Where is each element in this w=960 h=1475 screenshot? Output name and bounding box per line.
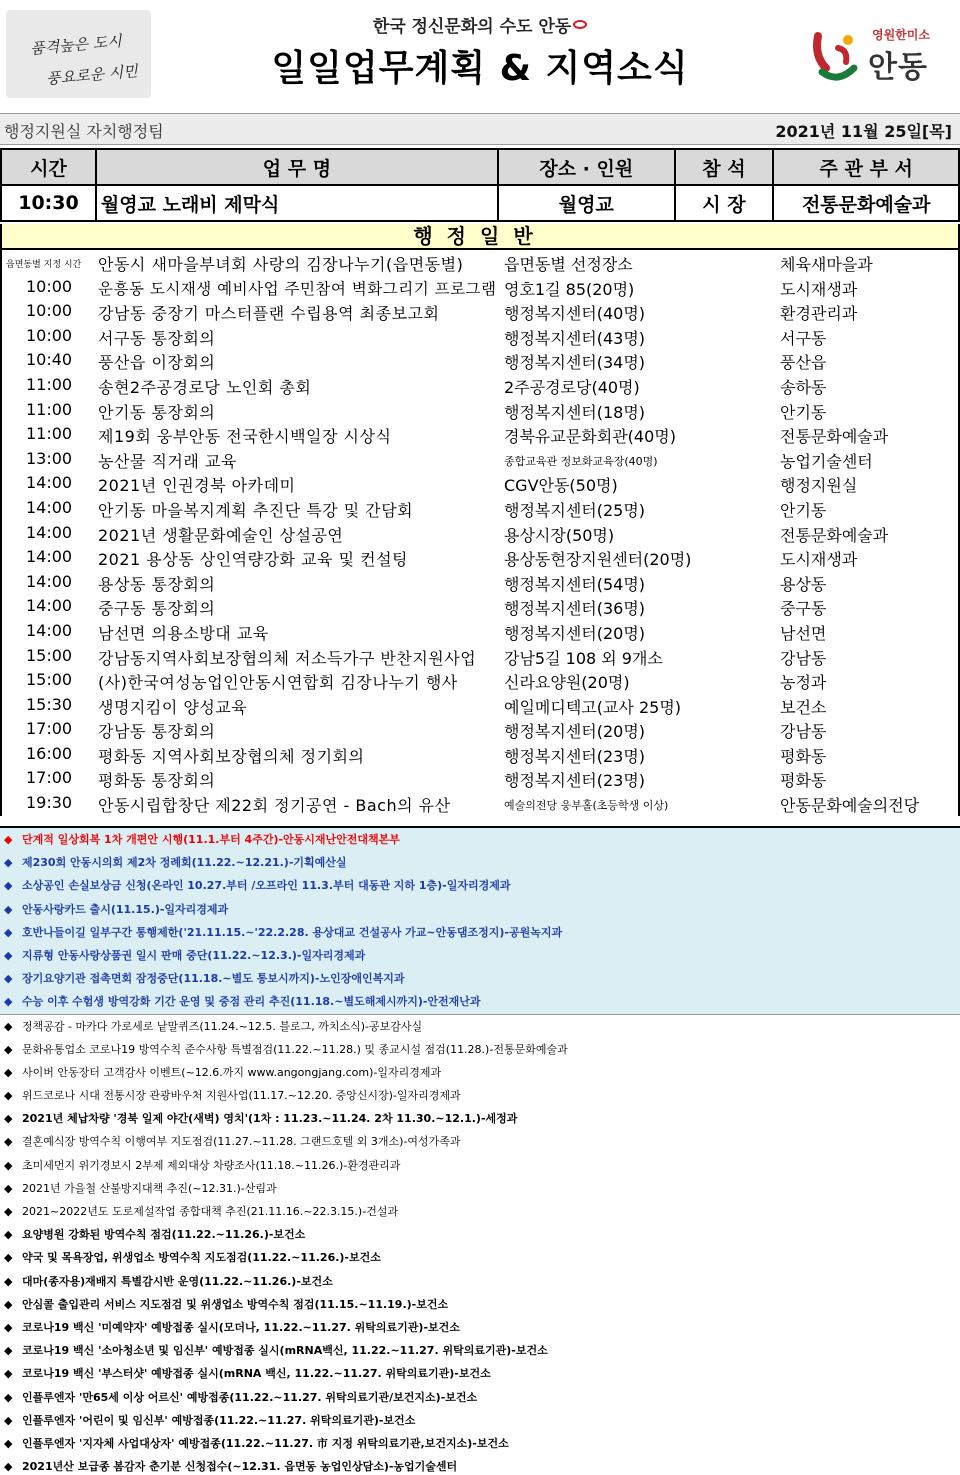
schedule-dept: 평화동 <box>780 771 827 791</box>
section-title: 행정일반 <box>0 224 960 250</box>
schedule-dept: 농업기술센터 <box>780 451 873 471</box>
notice-text: 초미세먼지 위기경보시 2부제 제외대상 차량조사(11.18.~11.26.)-환경관리과 <box>22 1158 401 1172</box>
schedule-place: 경북유교문화회관(40명) <box>504 427 676 447</box>
schedule-time: 14:00 <box>26 571 73 591</box>
diamond-bullet-icon: ◆ <box>4 1367 13 1381</box>
notice-text: 문화유통업소 코로나19 방역수칙 준수사항 특별점검(11.22.~11.28.) 및 종교시설 점검(11.28.)-전통문화예술과 <box>22 1042 568 1056</box>
diamond-bullet-icon: ◆ <box>4 925 13 939</box>
schedule-place: 행정복지센터(23명) <box>504 746 646 766</box>
page-title: 일일업무계획 & 지역소식 <box>271 48 689 89</box>
row-attend: 시 장 <box>675 185 774 221</box>
highlight-notice <box>0 828 960 851</box>
diamond-bullet-icon: ◆ <box>4 1344 13 1358</box>
highlight-notice <box>0 921 960 944</box>
schedule-dept: 도시재생과 <box>780 279 858 299</box>
notice-item <box>0 1084 960 1107</box>
schedule-place: 행정복지센터(36명) <box>504 599 646 619</box>
schedule-row <box>2 644 958 669</box>
notice-text: 인플루엔자 '어린이 및 임신부' 예방접종(11.22.~11.27. 위탁의료기관)-보건소 <box>22 1413 416 1427</box>
notice-item <box>0 1038 960 1061</box>
diamond-bullet-icon: ◆ <box>4 1274 13 1288</box>
schedule-place: 행정복지센터(18명) <box>504 402 646 422</box>
schedule-row <box>2 545 958 570</box>
notice-text: 약국 및 목욕장업, 위생업소 방역수칙 지도점검(11.22.~11.26.)-보건소 <box>22 1251 381 1265</box>
schedule-row <box>2 398 958 423</box>
schedule-dept: 농정과 <box>780 673 827 693</box>
diamond-bullet-icon: ◆ <box>4 995 13 1009</box>
brand-city: 안동 <box>868 50 928 85</box>
notice-text: 장기요양기관 접촉면회 잠정중단(11.18.~별도 통보시까지)-노인장애인복지과 <box>22 972 405 986</box>
table-row <box>1 185 959 221</box>
notice-text: 안심콜 출입관리 서비스 지도점검 및 위생업소 방역수칙 점검(11.15.~11.19.)-보건소 <box>22 1297 449 1311</box>
schedule-time: 14:00 <box>26 473 73 493</box>
schedule-name: 평화동 통장회의 <box>98 771 216 791</box>
schedule-row <box>2 471 958 496</box>
schedule-time: 17:00 <box>26 768 73 788</box>
schedule-time: 15:00 <box>26 670 73 690</box>
notice-text: 제230회 안동시의회 제2차 정례회(11.22.~12.21.)-기획예산실 <box>22 856 347 870</box>
schedule-name: 농산물 직거래 교육 <box>98 451 237 471</box>
schedule-name: 2021년 생활문화예술인 상설공연 <box>98 525 344 545</box>
notice-item <box>0 1316 960 1339</box>
schedule-place: 용상시장(50명) <box>504 525 615 545</box>
schedule-place: 행정복지센터(25명) <box>504 500 646 520</box>
header-place: 장소 · 인원 <box>498 149 675 185</box>
schedule-time: 14:00 <box>26 547 73 567</box>
schedule-name: 남선면 의용소방대 교육 <box>98 623 269 643</box>
schedule-dept: 행정지원실 <box>780 476 858 496</box>
header-attend: 참 석 <box>675 149 774 185</box>
schedule-name: 중구동 통장회의 <box>98 599 216 619</box>
schedule-time: 10:00 <box>26 276 73 296</box>
schedule-row <box>2 521 958 546</box>
diamond-bullet-icon: ◆ <box>4 1065 13 1079</box>
header-dept: 주 관 부 서 <box>773 149 959 185</box>
schedule-time: 15:30 <box>26 694 73 714</box>
highlight-notice <box>0 898 960 921</box>
header-name: 업 무 명 <box>96 149 498 185</box>
schedule-row <box>2 250 958 275</box>
schedule-time: 13:00 <box>26 448 73 468</box>
diamond-bullet-icon: ◆ <box>4 948 13 962</box>
schedule-row <box>2 496 958 521</box>
schedule-dept: 강남동 <box>780 722 827 742</box>
page-header <box>0 0 960 112</box>
highlight-notice <box>0 851 960 874</box>
schedule-dept: 전통문화예술과 <box>780 427 889 447</box>
notice-text: 코로나19 백신 '소아청소년 및 임신부' 예방접종 실시(mRNA백신, 11.22.~11.27. 위탁의료기관)-보건소 <box>22 1344 548 1358</box>
schedule-time: 14:00 <box>26 596 73 616</box>
schedule-dept: 안기동 <box>780 500 827 520</box>
diamond-bullet-icon: ◆ <box>4 1158 13 1172</box>
diamond-bullet-icon: ◆ <box>4 1251 13 1265</box>
schedule-place: 행정복지센터(54명) <box>504 574 646 594</box>
highlight-notice <box>0 967 960 990</box>
notice-item <box>0 1432 960 1455</box>
diamond-bullet-icon: ◆ <box>4 1436 13 1450</box>
notice-text: 수능 이후 수험생 방역강화 기간 운영 및 중점 관리 추진(11.18.~별도해제시까지)-안전재난과 <box>22 995 481 1009</box>
schedule-name: 생명지킴이 양성교육 <box>98 697 248 717</box>
schedule-place: 행정복지센터(34명) <box>504 353 646 373</box>
notice-item <box>0 1015 960 1038</box>
schedule-name: 2021 용상동 상인역량강화 교육 및 컨설팅 <box>98 550 408 570</box>
schedule-place: 신라요양원(20명) <box>504 673 630 693</box>
row-dept: 전통문화예술과 <box>773 185 959 221</box>
schedule-time: 14:00 <box>26 497 73 517</box>
notice-item <box>0 1386 960 1409</box>
schedule-row <box>2 742 958 767</box>
general-notices <box>0 1015 960 1475</box>
schedule-place: 종합교육관 정보화교육장(40명) <box>504 454 658 468</box>
notice-item <box>0 1154 960 1177</box>
schedule-name: 안기동 마을복지계획 추진단 특강 및 간담회 <box>98 500 414 520</box>
schedule-place: CGV안동(50명) <box>504 476 618 496</box>
schedule-time: 10:00 <box>26 301 73 321</box>
notice-text: 위드코로나 시대 전통시장 관광바우처 지원사업(11.17.~12.20. 중앙신시장)-일자리경제과 <box>22 1089 461 1103</box>
schedule-row <box>2 717 958 742</box>
notice-item <box>0 1061 960 1084</box>
schedule-place: 영호1길 85(20명) <box>504 279 635 299</box>
notice-item <box>0 1177 960 1200</box>
main-schedule-table <box>0 148 960 222</box>
notice-text: 2021~2022년도 도로제설작업 종합대책 추진(21.11.16.~22.3.15.)-건설과 <box>22 1205 399 1218</box>
diamond-bullet-icon: ◆ <box>4 1089 13 1103</box>
schedule-dept: 강남동 <box>780 648 827 668</box>
schedule-time: 11:00 <box>26 424 73 444</box>
notice-text: 인플루엔자 '지자체 사업대상자' 예방접종(11.22.~11.27. 市 지정 위탁의료기관,보건지소)-보건소 <box>22 1436 509 1450</box>
row-place: 월영교 <box>498 185 675 221</box>
schedule-place: 예술의전당 웅부홀(초등학생 이상) <box>504 799 669 813</box>
schedule-row <box>2 791 958 816</box>
row-time: 10:30 <box>1 185 96 221</box>
schedule-time: 11:00 <box>26 399 73 419</box>
schedule-name: 안동시립합창단 제22회 정기공연 - Bach의 유산 <box>98 796 451 816</box>
notice-text: 소상공인 손실보상금 신청(온라인 10.27.부터 /오프라인 11.3.부터 대동관 지하 1층)-일자리경제과 <box>22 879 511 893</box>
schedule-name: 풍산읍 이장회의 <box>98 353 216 373</box>
schedule-place: 2주공경로당(40명) <box>504 377 640 397</box>
schedule-dept: 풍산읍 <box>780 353 827 373</box>
schedule-place: 행정복지센터(20명) <box>504 623 646 643</box>
schedule-dept: 평화동 <box>780 746 827 766</box>
schedule-name: 제19회 웅부안동 전국한시백일장 시상식 <box>98 427 392 447</box>
notice-item <box>0 1409 960 1432</box>
schedule-time: 15:00 <box>26 645 73 665</box>
smile-logo-icon <box>808 28 864 84</box>
notice-text: 사이버 안동장터 고객감사 이벤트(~12.6.까지 www.angongjang.com)-일자리경제과 <box>22 1065 442 1079</box>
schedule-time: 읍면동별 지정 시간 <box>6 260 82 270</box>
schedule-dept: 전통문화예술과 <box>780 525 889 545</box>
schedule-time: 10:40 <box>26 350 73 370</box>
schedule-time: 10:00 <box>26 325 73 345</box>
highlight-notice <box>0 944 960 967</box>
notice-text: 2021년 체납차량 '경북 일제 야간(새벽) 영치'(1차 : 11.23.~11.24. 2차 11.30.~12.1.)-세정과 <box>22 1112 518 1126</box>
diamond-bullet-icon: ◆ <box>4 972 13 986</box>
schedule-name: 강남동지역사회보장협의체 저소득가구 반찬지원사업 <box>98 648 477 668</box>
notice-list <box>0 826 960 1475</box>
schedule-row <box>2 447 958 472</box>
diamond-bullet-icon: ◆ <box>4 856 13 870</box>
schedule-place: 용상동현장지원센터(20명) <box>504 550 692 570</box>
info-bar <box>0 113 960 145</box>
schedule-place: 행정복지센터(40명) <box>504 304 646 324</box>
schedule-row <box>2 594 958 619</box>
diamond-bullet-icon: ◆ <box>4 1112 13 1126</box>
schedule-dept: 용상동 <box>780 574 827 594</box>
city-logo <box>808 22 948 92</box>
diamond-bullet-icon: ◆ <box>4 1205 13 1218</box>
schedule-dept: 체육새마을과 <box>780 255 873 274</box>
diamond-bullet-icon: ◆ <box>4 1135 13 1149</box>
notice-item <box>0 1200 960 1223</box>
schedule-row <box>2 373 958 398</box>
schedule-place: 강남5길 108 외 9개소 <box>504 648 663 668</box>
diamond-bullet-icon: ◆ <box>4 879 13 893</box>
diamond-bullet-icon: ◆ <box>4 1413 13 1427</box>
notice-item <box>0 1293 960 1316</box>
schedule-row <box>2 422 958 447</box>
notice-text: 요양병원 강화된 방역수칙 점검(11.22.~11.26.)-보건소 <box>22 1228 306 1242</box>
slogan-line-1: 품격높은 도시 <box>29 32 123 58</box>
schedule-dept: 도시재생과 <box>780 550 858 570</box>
schedule-place: 행정복지센터(20명) <box>504 722 646 742</box>
notice-text: 인플루엔자 '만65세 이상 어르신' 예방접종(11.22.~11.27. 위탁의료기관/보건지소)-보건소 <box>22 1390 478 1404</box>
notice-text: 코로나19 백신 '미예약자' 예방접종 실시(모더나, 11.22.~11.27. 위탁의료기관)-보건소 <box>22 1320 460 1334</box>
diamond-bullet-icon: ◆ <box>4 1228 13 1242</box>
notice-text: 코로나19 백신 '부스터샷' 예방접종 실시(mRNA 백신, 11.22.~11.27. 위탁의료기관)-보건소 <box>22 1367 491 1381</box>
notice-text: 대마(종자용)재배지 특별감시반 운영(11.22.~11.26.)-보건소 <box>22 1274 333 1288</box>
notice-item <box>0 1362 960 1385</box>
schedule-name: (사)한국여성농업인안동시연합회 김장나누기 행사 <box>98 673 458 693</box>
report-date: 2021년 11월 25일[목] <box>775 122 952 141</box>
schedule-place: 예일메디텍고(교사 25명) <box>504 697 682 717</box>
schedule-name: 안동시 새마을부녀회 사랑의 김장나누기(읍면동별) <box>98 255 464 274</box>
diamond-bullet-icon: ◆ <box>4 1390 13 1404</box>
notice-text: 결혼예식장 방역수칙 이행여부 지도점검(11.27.~11.28. 그랜드호텔 외 3개소)-여성가족과 <box>22 1135 461 1149</box>
schedule-time: 11:00 <box>26 374 73 394</box>
highlight-notices <box>0 826 960 1015</box>
highlight-notice <box>0 990 960 1013</box>
notice-item <box>0 1223 960 1246</box>
diamond-bullet-icon: ◆ <box>4 1042 13 1056</box>
schedule-row <box>2 619 958 644</box>
schedule-name: 강남동 중장기 마스터플랜 수립용역 최종보고회 <box>98 304 440 324</box>
subtitle-text: 한국 정신문화의 수도 안동 <box>372 17 572 37</box>
schedule-time: 16:00 <box>26 743 73 763</box>
slogan-line-2: 풍요로운 시민 <box>45 62 139 88</box>
brand-slogan: 영원한미소 <box>872 28 930 42</box>
diamond-bullet-icon: ◆ <box>4 902 13 916</box>
notice-text: 2021년산 보급종 봄감자 춘기분 신청접수(~12.31. 읍면동 농업인상담소)-농업기술센터 <box>22 1460 458 1474</box>
schedule-dept: 보건소 <box>780 697 827 717</box>
schedule-time: 14:00 <box>26 522 73 542</box>
diamond-bullet-icon: ◆ <box>4 1320 13 1334</box>
schedule-row <box>2 766 958 791</box>
schedule-place: 행정복지센터(23명) <box>504 771 646 791</box>
schedule-name: 평화동 지역사회보장협의체 정기회의 <box>98 746 365 766</box>
header-time: 시간 <box>1 149 96 185</box>
schedule-list <box>0 250 960 816</box>
diamond-bullet-icon: ◆ <box>4 1460 13 1474</box>
schedule-name: 운흥동 도시재생 예비사업 주민참여 벽화그리기 프로그램 <box>98 279 497 298</box>
notice-text: 안동사랑카드 출시(11.15.)-일자리경제과 <box>22 902 229 916</box>
schedule-dept: 안동문화예술의전당 <box>780 796 920 816</box>
diamond-bullet-icon: ◆ <box>4 1181 13 1195</box>
schedule-row <box>2 570 958 595</box>
schedule-dept: 남선면 <box>780 623 827 643</box>
schedule-time: 17:00 <box>26 719 73 739</box>
table-header-row <box>1 149 959 185</box>
schedule-dept: 안기동 <box>780 402 827 422</box>
notice-item <box>0 1107 960 1130</box>
notice-item <box>0 1130 960 1153</box>
schedule-row <box>2 324 958 349</box>
diamond-bullet-icon: ◆ <box>4 833 13 846</box>
notice-item <box>0 1270 960 1293</box>
notice-text: 지류형 안동사랑상품권 일시 판매 중단(11.22.~12.3.)-일자리경제과 <box>22 948 366 962</box>
diamond-bullet-icon: ◆ <box>4 1019 13 1033</box>
diamond-bullet-icon: ◆ <box>4 1297 13 1311</box>
schedule-dept: 송하동 <box>780 377 827 397</box>
schedule-name: 안기동 통장회의 <box>98 402 216 422</box>
schedule-name: 강남동 통장회의 <box>98 722 216 742</box>
schedule-row <box>2 348 958 373</box>
notice-item <box>0 1246 960 1269</box>
ring-icon <box>573 20 587 29</box>
schedule-dept: 환경관리과 <box>780 304 858 324</box>
schedule-name: 송현2주공경로당 노인회 총회 <box>98 377 312 397</box>
schedule-name: 용상동 통장회의 <box>98 574 216 594</box>
highlight-notice <box>0 874 960 897</box>
schedule-place: 행정복지센터(43명) <box>504 328 646 348</box>
schedule-row <box>2 275 958 300</box>
notice-item <box>0 1455 960 1475</box>
team-name: 행정지원실 자치행정팀 <box>4 122 164 141</box>
schedule-dept: 서구동 <box>780 328 827 348</box>
schedule-row <box>2 299 958 324</box>
schedule-row <box>2 668 958 693</box>
schedule-dept: 중구동 <box>780 599 827 619</box>
notice-text: 단계적 일상회복 1차 개편안 시행(11.1.부터 4주간)-안동시재난안전대책본부 <box>22 833 400 846</box>
schedule-time: 14:00 <box>26 620 73 640</box>
notice-text: 호반나들이길 일부구간 통행제한('21.11.15.~'22.2.28. 용상대교 건설공사 가교~안동댐조정지)-공원녹지과 <box>22 925 563 939</box>
schedule-time: 19:30 <box>26 793 73 813</box>
notice-item <box>0 1339 960 1362</box>
schedule-place: 읍면동별 선정장소 <box>504 255 633 274</box>
schedule-name: 2021년 인권경북 아카데미 <box>98 476 296 496</box>
schedule-name: 서구동 통장회의 <box>98 328 216 348</box>
notice-text: 2021년 가을철 산불방지대책 추진(~12.31.)-산림과 <box>22 1181 277 1195</box>
row-name: 월영교 노래비 제막식 <box>96 185 498 221</box>
schedule-row <box>2 693 958 718</box>
notice-text: 정책공감 - 마카다 가로세로 낱말퀴즈(11.24.~12.5. 블로그, 까치소식)-공보감사실 <box>22 1019 423 1033</box>
